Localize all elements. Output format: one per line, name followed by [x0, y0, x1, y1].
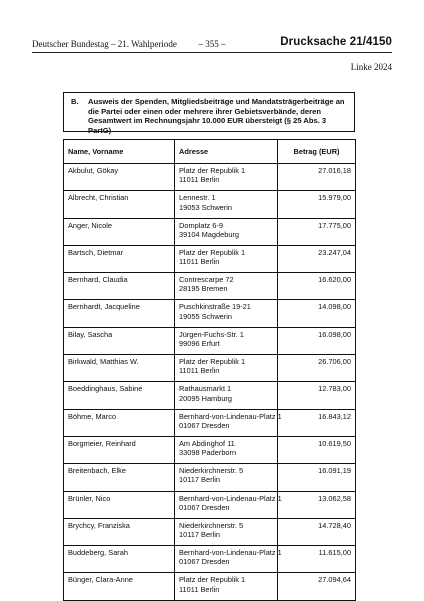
cell-address	[175, 273, 278, 300]
address-street: Bernhard-von-Lindenau-Platz 1	[179, 411, 282, 421]
table-row	[64, 245, 356, 272]
party-label: Linke 2024	[350, 62, 392, 72]
address-street: Platz der Republik 1	[179, 247, 246, 257]
page-number: – 355 –	[198, 39, 226, 49]
address-street: Jürgen-Fuchs-Str. 1	[179, 329, 244, 339]
cell-name: Brychcy, Franziska	[64, 518, 175, 545]
cell-amount: 26.706,00	[278, 355, 356, 382]
address-street: Lennestr. 1	[179, 193, 216, 203]
address-street: Contrescarpe 72	[179, 275, 234, 285]
address-city: 19055 Schwerin	[179, 311, 233, 321]
cell-amount: 16.098,00	[278, 327, 356, 354]
section-letter: B.	[71, 97, 79, 106]
cell-name: Bernhard, Claudia	[64, 273, 175, 300]
cell-name: Albrecht, Christian	[64, 191, 175, 218]
cell-address	[175, 382, 278, 409]
table-row	[64, 191, 356, 218]
address-city: 19053 Schwerin	[179, 202, 233, 212]
cell-address	[175, 491, 282, 518]
table-row	[64, 546, 356, 573]
address-street: Domplatz 6-9	[179, 220, 223, 230]
cell-address	[175, 355, 278, 382]
section-heading	[63, 92, 355, 135]
cell-name: Bünger, Clara-Anne	[64, 573, 175, 600]
cell-address	[175, 573, 278, 600]
table-row	[64, 382, 356, 409]
table-row	[64, 300, 356, 327]
cell-name: Brünler, Nico	[64, 491, 175, 518]
cell-address	[175, 164, 278, 191]
cell-address	[175, 464, 278, 491]
address-city: 11011 Berlin	[179, 175, 220, 185]
address-street: Platz der Republik 1	[179, 357, 246, 367]
page-header	[32, 38, 392, 53]
cell-amount: 23.247,04	[278, 245, 356, 272]
cell-amount: 17.775,00	[278, 218, 356, 245]
table-row	[64, 327, 356, 354]
cell-address	[175, 518, 278, 545]
column-header-name: Name, Vorname	[64, 140, 175, 164]
address-street: Platz der Republik 1	[179, 575, 246, 585]
cell-amount: 10.619,50	[278, 436, 356, 463]
address-city: 11011 Berlin	[179, 257, 220, 267]
address-street: Am Abdinghof 11	[179, 438, 235, 448]
cell-amount: 27.016,18	[278, 164, 356, 191]
table-row	[64, 491, 356, 518]
document-number: Drucksache 21/4150	[280, 36, 392, 48]
section-description: Ausweis der Spenden, Mitgliedsbeiträge und Mandatsträgerbeiträge an die Partei oder einen oder mehrere ihrer Gebietsverbände, deren Gesamtwert im Rechnungsjahr 10.000 EUR übersteigt (§ 25 Abs. 3 PartG)	[88, 97, 345, 135]
address-city: 01067 Dresden	[179, 557, 230, 567]
address-city: 11011 Berlin	[179, 584, 220, 594]
address-street: Platz der Republik 1	[179, 166, 246, 175]
cell-name: Anger, Nicole	[64, 218, 175, 245]
table-row	[64, 218, 356, 245]
cell-name: Breitenbach, Elke	[64, 464, 175, 491]
address-city: 01067 Dresden	[179, 420, 230, 430]
cell-name: Buddeberg, Sarah	[64, 546, 175, 573]
address-street: Bernhard-von-Lindenau-Platz 1	[179, 493, 282, 503]
column-header-amount: Betrag (EUR)	[278, 140, 356, 164]
cell-name: Bartsch, Dietmar	[64, 245, 175, 272]
cell-name: Boeddinghaus, Sabine	[64, 382, 175, 409]
cell-address	[175, 436, 278, 463]
cell-name: Böhme, Marco	[64, 409, 175, 436]
cell-amount: 14.098,00	[278, 300, 356, 327]
cell-amount: 12.783,00	[278, 382, 356, 409]
address-city: 39104 Magdeburg	[179, 229, 239, 239]
table-header-row	[64, 140, 356, 164]
address-street: Niederkirchnerstr. 5	[179, 520, 244, 530]
address-city: 10117 Berlin	[179, 475, 220, 485]
table-row	[64, 273, 356, 300]
cell-address	[175, 409, 282, 436]
parliament-period: Deutscher Bundestag – 21. Wahlperiode	[32, 39, 177, 49]
address-city: 99096 Erfurt	[179, 338, 220, 348]
table-row	[64, 573, 356, 600]
cell-name: Bilay, Sascha	[64, 327, 175, 354]
cell-amount: 13.062,58	[278, 491, 356, 518]
cell-amount: 15.979,00	[278, 191, 356, 218]
address-city: 20095 Hamburg	[179, 393, 233, 403]
cell-name: Birkwald, Matthias W.	[64, 355, 175, 382]
cell-address	[175, 191, 278, 218]
table-row	[64, 409, 356, 436]
address-city: 28195 Bremen	[179, 284, 228, 294]
table-row	[64, 518, 356, 545]
address-city: 33098 Paderborn	[179, 448, 237, 458]
cell-name: Borgmeier, Reinhard	[64, 436, 175, 463]
table-row	[64, 436, 356, 463]
address-city: 10117 Berlin	[179, 530, 220, 540]
cell-name: Bernhardt, Jacqueline	[64, 300, 175, 327]
cell-amount: 27.094,64	[278, 573, 356, 600]
address-street: Puschkinstraße 19-21	[179, 302, 251, 312]
cell-address	[175, 300, 278, 327]
table-row	[64, 355, 356, 382]
cell-address	[175, 327, 278, 354]
address-city: 11011 Berlin	[179, 366, 220, 376]
cell-amount: 16.620,00	[278, 273, 356, 300]
cell-amount: 16.843,12	[278, 409, 356, 436]
address-city: 01067 Dresden	[179, 502, 230, 512]
cell-amount: 16.091,19	[278, 464, 356, 491]
cell-address	[175, 245, 278, 272]
address-street: Rathausmarkt 1	[179, 384, 232, 394]
cell-amount: 11.615,00	[278, 546, 356, 573]
cell-amount: 14.728,40	[278, 518, 356, 545]
table-row	[64, 164, 356, 191]
cell-address	[175, 546, 282, 573]
cell-address	[175, 218, 278, 245]
address-street: Bernhard-von-Lindenau-Platz 1	[179, 548, 282, 558]
address-street: Niederkirchnerstr. 5	[179, 466, 244, 476]
donations-table	[63, 139, 356, 601]
cell-name: Akbulut, Gökay	[64, 164, 175, 191]
column-header-address: Adresse	[175, 140, 278, 164]
table-row	[64, 464, 356, 491]
